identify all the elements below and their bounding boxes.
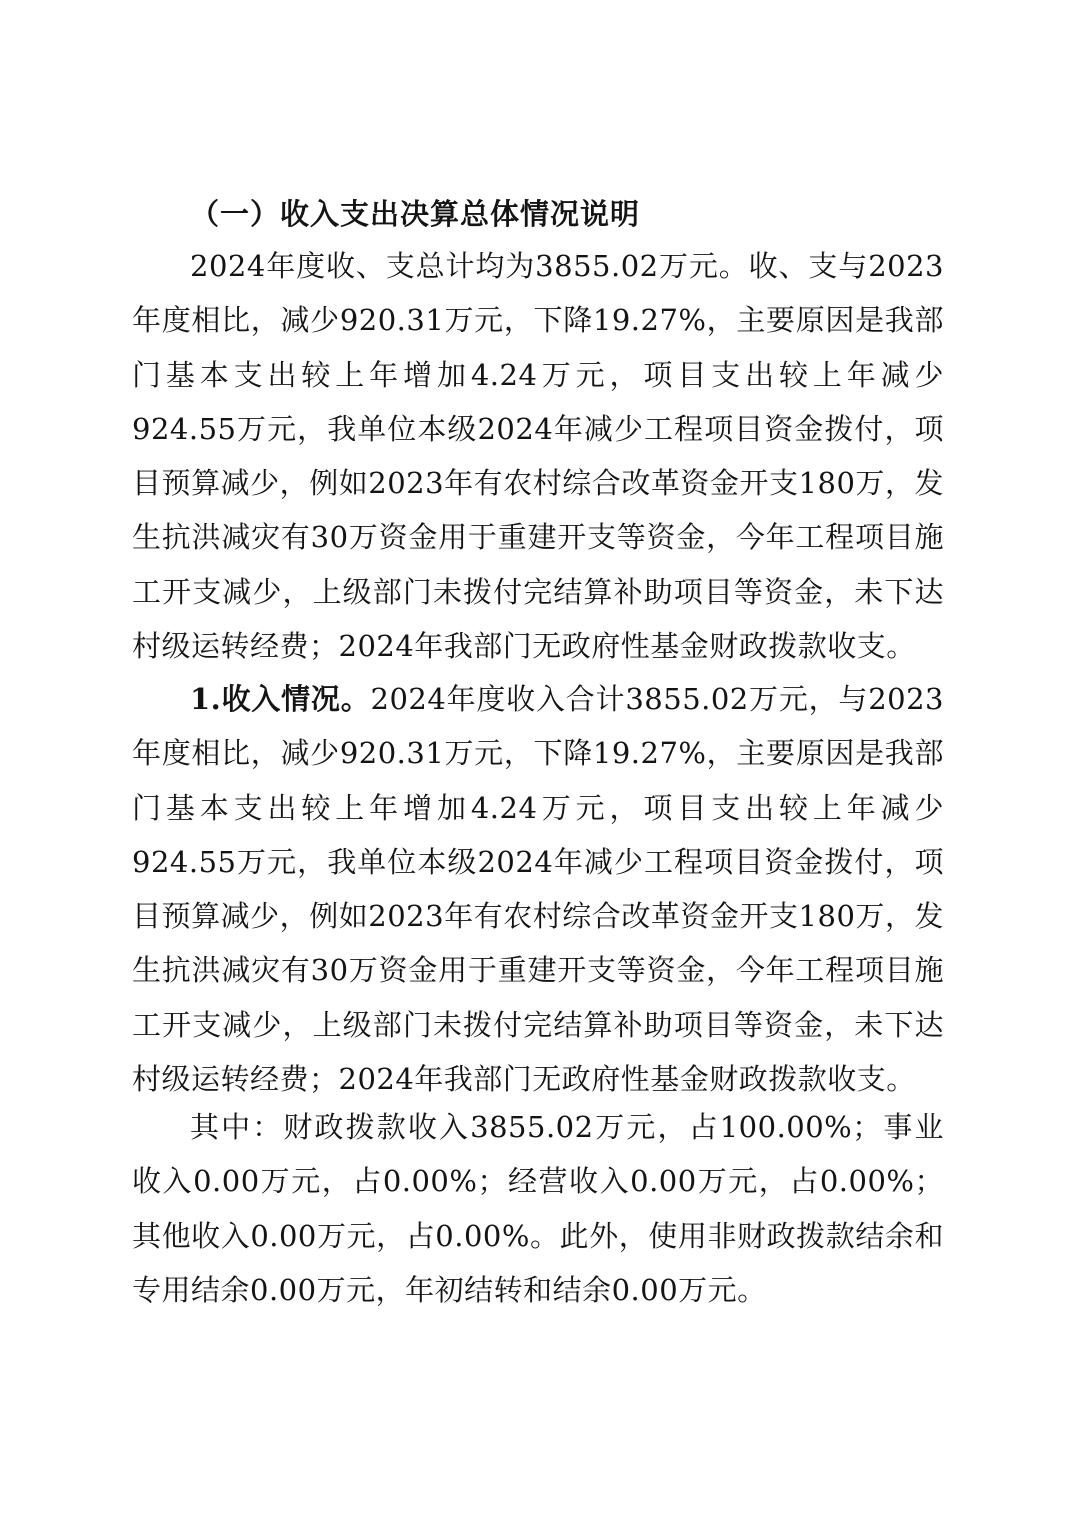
income-paragraph bbox=[132, 672, 944, 1106]
overview-paragraph: 2024年度收、支总计均为3855.02万元。收、支与2023年度相比，减少920.31万元，下降19.27%，主要原因是我部门基本支出较上年增加4.24万元，项目支出较上年减少924.55万元，我单位本级2024年减少工程项目资金拨付，项目预算减少，例如2023年有农村综合改革资金开支180万，发生抗洪减灾有30万资金用于重建开支等资金，今年工程项目施工开支减少，上级部门未拨付完结算补助项目等资金，未下达村级运转经费；2024年我部门无政府性基金财政拨款收支。 bbox=[132, 249, 944, 664]
income-lead: 1.收入情况。 bbox=[190, 682, 371, 716]
section-heading: （一）收入支出决算总体情况说明 bbox=[190, 197, 641, 231]
income-body: 2024年度收入合计3855.02万元，与2023年度相比，减少920.31万元，下降19.27%，主要原因是我部门基本支出较上年增加4.24万元，项目支出较上年减少924.55万元，我单位本级2024年减少工程项目资金拨付，项目预算减少，例如2023年有农村综合改革资金开支180万，发生抗洪减灾有30万资金用于重建开支等资金，今年工程项目施工开支减少，上级部门未拨付完结算补助项目等资金，未下达村级运转经费；2024年我部门无政府性基金财政拨款收支。 bbox=[132, 682, 945, 1097]
breakdown-paragraph: 其中：财政拨款收入3855.02万元，占100.00%；事业收入0.00万元，占0.00%；经营收入0.00万元，占0.00%；其他收入0.00万元，占0.00%。此外，使用非财政拨款结余和专用结余0.00万元，年初结转和结余0.00万元。 bbox=[132, 1110, 944, 1307]
